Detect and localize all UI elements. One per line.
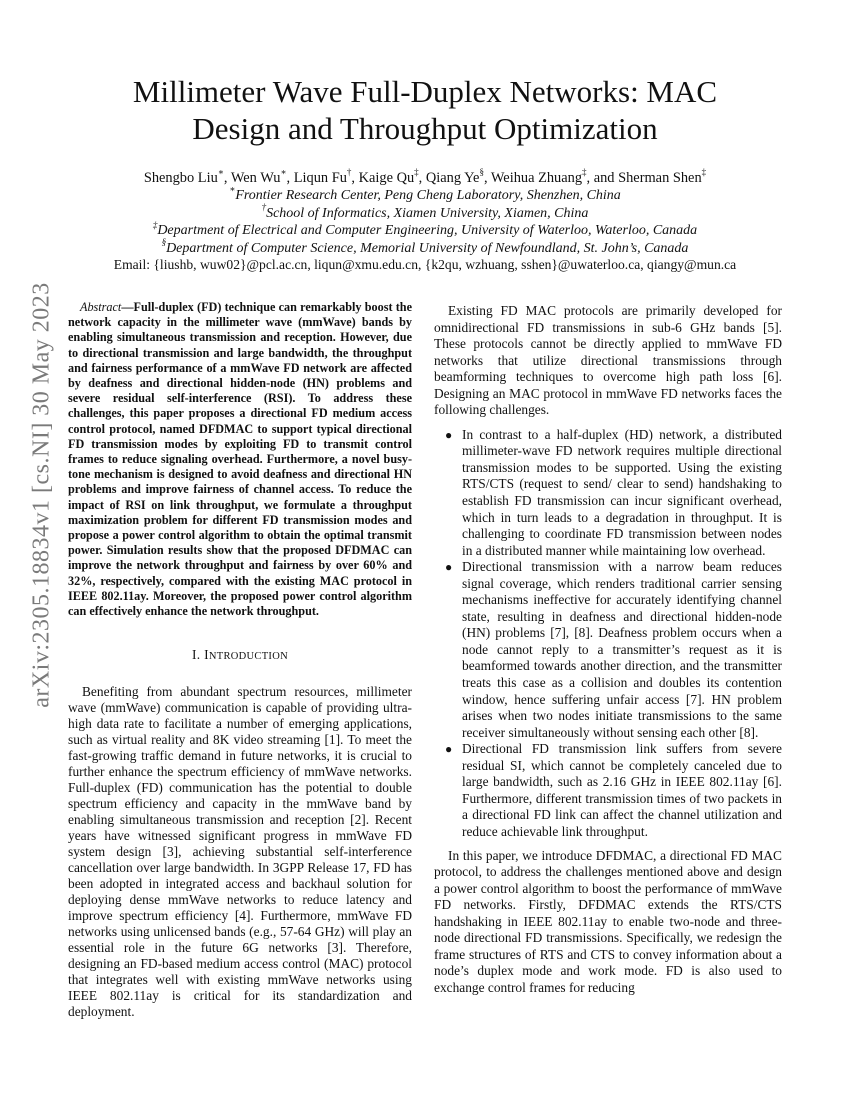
arxiv-id-text: arXiv:2305.18834v1 [cs.NI] 30 May 2023 bbox=[28, 282, 55, 708]
right-column bbox=[434, 303, 782, 996]
bullet-icon: ● bbox=[445, 427, 453, 442]
author-name: Shengbo Liu bbox=[143, 170, 218, 186]
contribution-paragraph: In this paper, we introduce DFDMAC, a directional FD MAC protocol, to address the challenges mentioned above and design a power control algorithm to boost the performance of mmWave FD networks. Firstly, DFDMAC extends the RTS/CTS handshaking in IEEE 802.11ay to enable two-node and three-node directional FD transmissions. Specifically, we redesign the frame structures of RTS and CTS to convey information about a node’s duplex mode and work mode. FD is also used to exchange control frames for reducing bbox=[434, 847, 782, 995]
paper-title: Millimeter Wave Full-Duplex Networks: MAC Design and Throughput Optimization bbox=[132, 74, 718, 146]
author-name: Wen Wu bbox=[230, 170, 281, 186]
list-item bbox=[445, 741, 782, 840]
section-title-initial: I bbox=[204, 647, 209, 663]
author-separator: , bbox=[351, 170, 359, 186]
affiliation-list bbox=[90, 184, 760, 257]
author-separator: , bbox=[286, 170, 294, 186]
challenge-list bbox=[434, 427, 782, 841]
section-title-rest: NTRODUCTION bbox=[208, 651, 288, 663]
list-item-text: In contrast to a half-duplex (HD) network, a distributed millimeter-wave FD network requires multiple directional transmission modes to be supported. Using the existing RTS/CTS (request to send/ clear to send) handshaking to establish FD transmission can incur significant overhead, which in turn leads to a degradation in throughput. It is challenging to coordinate FD transmission between nodes in a distributed manner while maintaining low overhead. bbox=[462, 426, 782, 558]
section-heading-introduction bbox=[68, 647, 412, 665]
introduction-paragraph: Benefiting from abundant spectrum resources, millimeter wave (mmWave) communication is capable of providing ultra-high data rate to facilitate a number of emerging applications, such as virtual reality and 8K video streaming [1]. To meet the fast-growing traffic demand in future networks, it is crucial to further enhance the spectrum efficiency of mmWave networks. Full-duplex (FD) communication has the potential to double spectrum efficiency and capacity in the mmWave band by enabling simultaneous transmission and reception [2]. Recent years have witnessed significant progress in mmWave FD system design [3], achieving substantial self-interference cancellation over large bandwidth. In 3GPP Release 17, FD has been adopted in integrated access and backhaul solution for deploying dense mmWave networks to reduce latency and improve spectrum efficiency [4]. Furthermore, mmWave FD networks using unlicensed bands (e.g., 57-64 GHz) will play an essential role in the future 6G networks [3]. Therefore, designing an FD-based medium access control (MAC) protocol that integrates well with existing mmWave networks using IEEE 802.11ay is critical for its standardization and deployment. bbox=[68, 684, 412, 1020]
bullet-icon: ● bbox=[445, 560, 453, 575]
abstract-dash: — bbox=[121, 300, 134, 314]
list-item bbox=[445, 559, 782, 741]
affiliation-text: Department of Electrical and Computer Engineering, University of Waterloo, Waterloo, Canada bbox=[157, 223, 698, 239]
author-name: Qiang Ye bbox=[425, 170, 480, 186]
author-mark: ‡ bbox=[414, 167, 419, 178]
affiliation-mark: § bbox=[161, 237, 167, 248]
author-emails: Email: {liushb, wuw02}@pcl.ac.cn, liqun@xmu.edu.cn, {k2qu, wzhuang, sshen}@uwaterloo.ca, qiangy@mun.ca bbox=[113, 257, 737, 272]
bullet-icon: ● bbox=[445, 742, 453, 757]
author-list bbox=[90, 167, 760, 187]
affiliation-mark: ‡ bbox=[152, 219, 158, 230]
author-separator: , bbox=[483, 170, 491, 186]
author-name: Liqun Fu bbox=[293, 170, 347, 186]
list-item-text: Directional FD transmission link suffers from severe residual SI, which cannot be completely canceled due to large bandwidth, such as 2.16 GHz in IEEE 802.11ay [6]. Furthermore, different transmission times of two packets in a directional FD link can affect the channel utilization and reduce achievable link throughput. bbox=[462, 741, 782, 839]
affiliation-line bbox=[90, 237, 760, 258]
affiliation-text: Frontier Research Center, Peng Cheng Laboratory, Shenzhen, China bbox=[235, 188, 621, 203]
author-mark: ‡ bbox=[701, 167, 707, 178]
left-column bbox=[68, 300, 412, 1020]
author-mark: ∗ bbox=[280, 167, 287, 178]
author-separator: , bbox=[418, 170, 426, 186]
author-mark: ∗ bbox=[217, 167, 224, 178]
abstract-label: Abstract bbox=[80, 300, 122, 314]
author-last-joiner: , and bbox=[586, 170, 619, 186]
section-number: I. bbox=[192, 647, 205, 663]
affiliation-mark: ∗ bbox=[229, 184, 236, 195]
author-name: Sherman Shen bbox=[618, 170, 702, 186]
author-mark: § bbox=[479, 167, 484, 178]
affiliation-mark: † bbox=[261, 201, 267, 212]
author-name: Kaige Qu bbox=[358, 170, 415, 186]
author-mark: ‡ bbox=[582, 167, 587, 178]
abstract bbox=[68, 300, 412, 619]
arxiv-identifier bbox=[22, 282, 62, 708]
author-mark: † bbox=[346, 167, 352, 178]
affiliation-text: School of Informatics, Xiamen University, Xiamen, China bbox=[266, 205, 589, 221]
affiliation-text: Department of Computer Science, Memorial University of Newfoundland, St. John’s, Canada bbox=[166, 240, 689, 256]
right-intro-paragraph: Existing FD MAC protocols are primarily developed for omnidirectional FD transmissions in sub-6 GHz bands [5]. These protocols cannot be directly applied to mmWave FD networks that utilize directional transmissions through beamforming techniques to overcome high path loss [6]. Designing an MAC protocol in mmWave FD networks faces the following challenges. bbox=[434, 303, 782, 418]
author-name: Weihua Zhuang bbox=[490, 170, 583, 186]
affiliation-line bbox=[90, 184, 760, 205]
author-separator: , bbox=[223, 170, 231, 186]
affiliation-line bbox=[90, 201, 760, 223]
affiliation-line bbox=[90, 219, 760, 240]
abstract-text: Full-duplex (FD) technique can remarkably boost the network capacity in the millimeter wave (mmWave) bands by enabling simultaneous transmission and reception. However, due to directional transmission and large bandwidth, the throughput and fairness performance of a mmWave FD network are affected by deafness and directional hidden-node (HN) problems and severe residual self-interference (RSI). To address these challenges, this paper proposes a directional FD medium access control protocol, named DFDMAC to support typical directional FD transmission modes by exploiting FD to transmit control frames to reduce signaling overhead. Furthermore, a novel busy-tone mechanism is designed to avoid deafness and directional HN problems and improve fairness of channel access. To reduce the impact of RSI on link throughput, we formulate a throughput maximization problem for different FD transmission modes and propose a power control algorithm to obtain the optimal transmit power. Simulation results show that the proposed DFDMAC can improve the network throughput and fairness by over 60% and 32%, respectively, compared with the existing MAC protocol in IEEE 802.11ay. Moreover, the proposed power control algorithm can effectively enhance the network throughput. bbox=[68, 300, 412, 619]
list-item bbox=[445, 426, 782, 559]
list-item-text: Directional transmission with a narrow beam reduces signal coverage, which renders traditional carrier sensing mechanisms ineffective for accurately identifying channel state, resulting in deafness and directional hidden-node (HN) problems [7], [8]. Deafness problem occurs when a node cannot reply to a transmitter’s request as it is beamformed towards another direction, and the transmitter treats this case as a collision and doubles its contention window, hence suffering unfair access [7]. HN problem arises when two nodes initiate transmissions to the same receiver simultaneously without sensing each other [8]. bbox=[462, 559, 782, 740]
